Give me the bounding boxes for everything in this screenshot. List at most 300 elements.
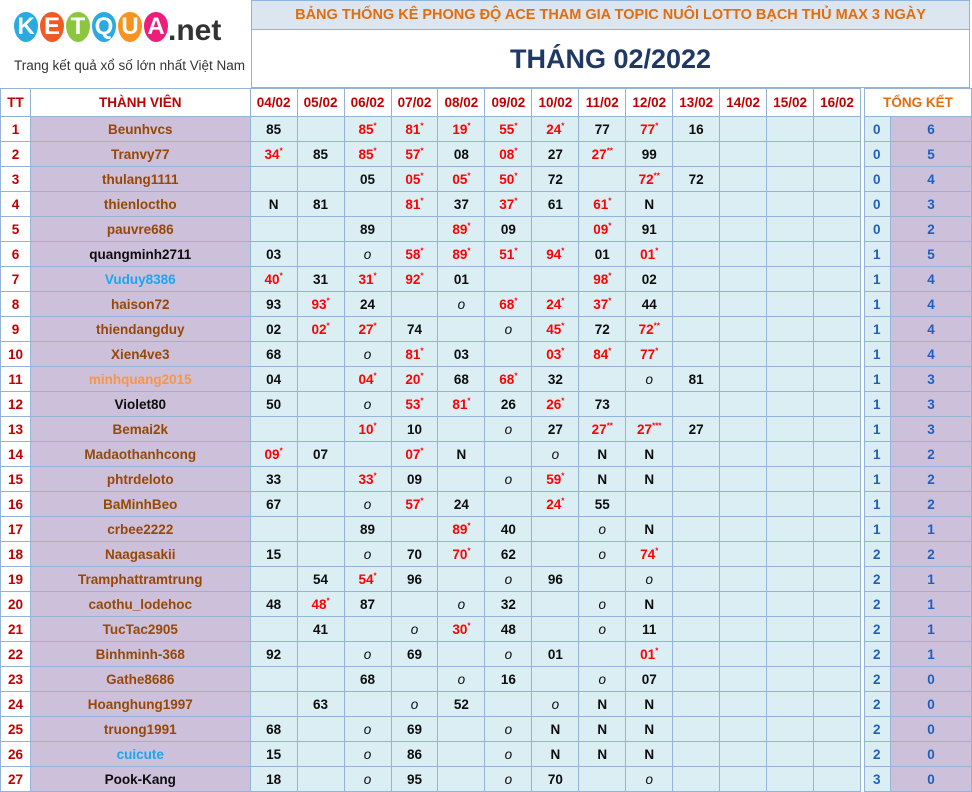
member-name[interactable]: Tramphattramtrung <box>30 567 250 592</box>
result-cell: o <box>344 742 391 767</box>
result-cell: o <box>579 517 626 542</box>
result-cell <box>532 392 579 417</box>
member-name[interactable]: Beunhvcs <box>30 117 250 142</box>
result-cell <box>720 617 767 642</box>
hit-value: 53 <box>405 396 421 412</box>
summary-miss-count: 2 <box>865 542 891 567</box>
hit-value: 85 <box>358 121 374 137</box>
result-cell <box>344 567 391 592</box>
result-cell <box>250 692 297 717</box>
result-cell: o <box>344 342 391 367</box>
hit-marker: * <box>608 296 612 305</box>
result-cell <box>297 167 344 192</box>
result-cell <box>814 517 861 542</box>
col-header-date: 14/02 <box>720 89 767 117</box>
result-cell: N <box>532 717 579 742</box>
member-name[interactable]: Xien4ve3 <box>30 342 250 367</box>
result-cell <box>673 767 720 792</box>
result-cell: 61 <box>532 192 579 217</box>
hit-value: 31 <box>358 271 374 287</box>
table-row <box>1 267 972 292</box>
hit-value: 45 <box>546 321 562 337</box>
hit-marker: * <box>420 271 424 280</box>
result-cell <box>814 267 861 292</box>
result-cell <box>485 442 532 467</box>
col-header-member: THÀNH VIÊN <box>30 89 250 117</box>
result-cell: 01 <box>579 242 626 267</box>
hit-value: 55 <box>499 121 515 137</box>
summary-miss-count: 1 <box>865 367 891 392</box>
result-cell: 70 <box>391 542 438 567</box>
hit-marker: * <box>655 646 659 655</box>
hit-value: 72 <box>638 171 654 187</box>
member-name[interactable]: thienloctho <box>30 192 250 217</box>
result-cell <box>814 617 861 642</box>
result-cell <box>767 267 814 292</box>
result-cell: o <box>344 492 391 517</box>
result-cell: 93 <box>250 292 297 317</box>
result-cell: 89 <box>344 217 391 242</box>
result-cell: o <box>626 567 673 592</box>
member-name[interactable]: truong1991 <box>30 717 250 742</box>
result-cell <box>767 667 814 692</box>
summary-miss-count: 1 <box>865 267 891 292</box>
summary-miss-count: 1 <box>865 292 891 317</box>
hit-value: 05 <box>452 171 468 187</box>
result-cell <box>438 417 485 442</box>
result-cell: 68 <box>250 342 297 367</box>
member-name[interactable]: Violet80 <box>30 392 250 417</box>
hit-value: 58 <box>405 246 421 262</box>
hit-marker: ** <box>606 146 613 155</box>
result-cell <box>767 142 814 167</box>
result-cell: N <box>579 467 626 492</box>
result-cell <box>485 367 532 392</box>
hit-marker: * <box>655 246 659 255</box>
result-cell <box>391 192 438 217</box>
result-cell <box>391 667 438 692</box>
member-name[interactable]: BaMinhBeo <box>30 492 250 517</box>
result-cell <box>673 242 720 267</box>
result-cell <box>720 667 767 692</box>
table-row <box>1 667 972 692</box>
hit-value: 30 <box>452 621 468 637</box>
table-row <box>1 142 972 167</box>
result-cell: 02 <box>250 317 297 342</box>
result-cell <box>438 742 485 767</box>
result-cell <box>814 442 861 467</box>
result-cell: o <box>438 292 485 317</box>
result-cell <box>344 317 391 342</box>
result-cell <box>250 517 297 542</box>
result-cell <box>814 417 861 442</box>
hit-marker: * <box>561 246 565 255</box>
result-cell <box>297 242 344 267</box>
result-cell <box>344 267 391 292</box>
hit-marker: * <box>420 371 424 380</box>
result-cell: 04 <box>250 367 297 392</box>
result-cell <box>391 367 438 392</box>
summary-miss-count: 2 <box>865 567 891 592</box>
result-cell <box>720 192 767 217</box>
result-cell <box>626 642 673 667</box>
result-cell <box>391 292 438 317</box>
result-cell: 81 <box>673 367 720 392</box>
result-cell: 05 <box>344 167 391 192</box>
result-cell: N <box>626 692 673 717</box>
result-cell <box>673 442 720 467</box>
member-name[interactable]: Hoanghung1997 <box>30 692 250 717</box>
logo-letter: A <box>144 12 168 42</box>
result-cell <box>297 117 344 142</box>
result-cell <box>720 167 767 192</box>
member-name[interactable]: thiendangduy <box>30 317 250 342</box>
result-cell <box>344 442 391 467</box>
hit-value: 89 <box>452 221 468 237</box>
result-cell: o <box>344 242 391 267</box>
hit-marker: * <box>420 446 424 455</box>
result-cell: 74 <box>391 317 438 342</box>
result-cell <box>532 517 579 542</box>
member-name[interactable]: phtrdeloto <box>30 467 250 492</box>
col-header-date: 04/02 <box>250 89 297 117</box>
result-cell <box>532 592 579 617</box>
result-cell: o <box>344 717 391 742</box>
result-cell <box>344 367 391 392</box>
result-cell <box>673 592 720 617</box>
result-cell <box>250 667 297 692</box>
result-cell: 89 <box>344 517 391 542</box>
result-cell: 03 <box>250 242 297 267</box>
hit-marker: * <box>420 496 424 505</box>
summary-hit-count: 2 <box>891 542 972 567</box>
month-title: THÁNG 02/2022 <box>251 30 970 88</box>
result-cell: o <box>485 417 532 442</box>
result-cell <box>814 542 861 567</box>
result-cell: o <box>485 642 532 667</box>
result-cell <box>626 542 673 567</box>
result-cell <box>720 367 767 392</box>
result-cell <box>485 492 532 517</box>
row-number: 12 <box>1 392 31 417</box>
table-row <box>1 742 972 767</box>
result-cell <box>250 617 297 642</box>
hit-value: 77 <box>640 121 656 137</box>
member-name[interactable]: Madaothanhcong <box>30 442 250 467</box>
member-name[interactable]: Vuduy8386 <box>30 267 250 292</box>
hit-value: 27 <box>358 321 374 337</box>
result-cell <box>391 267 438 292</box>
summary-miss-count: 0 <box>865 142 891 167</box>
hit-value: 10 <box>358 421 374 437</box>
result-cell <box>391 217 438 242</box>
row-number: 2 <box>1 142 31 167</box>
result-cell: 67 <box>250 492 297 517</box>
member-name[interactable]: Bemai2k <box>30 417 250 442</box>
hit-value: 94 <box>546 246 562 262</box>
summary-hit-count: 0 <box>891 692 972 717</box>
result-cell: N <box>579 717 626 742</box>
result-cell: 72 <box>579 317 626 342</box>
result-cell: o <box>532 692 579 717</box>
result-cell <box>720 567 767 592</box>
summary-hit-count: 0 <box>891 767 972 792</box>
col-header-date: 07/02 <box>391 89 438 117</box>
result-cell <box>814 692 861 717</box>
summary-hit-count: 1 <box>891 642 972 667</box>
hit-marker: * <box>608 346 612 355</box>
hit-marker: * <box>467 546 471 555</box>
hit-value: 24 <box>546 121 562 137</box>
result-cell <box>297 467 344 492</box>
hit-value: 89 <box>452 246 468 262</box>
result-cell <box>767 317 814 342</box>
summary-hit-count: 2 <box>891 217 972 242</box>
col-header-date: 11/02 <box>579 89 626 117</box>
result-cell <box>438 167 485 192</box>
result-cell <box>438 317 485 342</box>
result-cell <box>673 192 720 217</box>
member-name[interactable]: Tranvy77 <box>30 142 250 167</box>
result-cell <box>485 292 532 317</box>
result-cell: N <box>579 692 626 717</box>
member-name[interactable]: cuicute <box>30 742 250 767</box>
hit-marker: * <box>373 421 377 430</box>
row-number: 11 <box>1 367 31 392</box>
result-cell <box>720 592 767 617</box>
summary-miss-count: 2 <box>865 742 891 767</box>
table-row <box>1 242 972 267</box>
result-cell <box>814 592 861 617</box>
result-cell <box>391 517 438 542</box>
result-cell <box>344 417 391 442</box>
result-cell: 24 <box>438 492 485 517</box>
result-cell: 32 <box>485 592 532 617</box>
result-cell <box>579 342 626 367</box>
row-number: 26 <box>1 742 31 767</box>
hit-marker: * <box>420 121 424 130</box>
table-row <box>1 317 972 342</box>
result-cell <box>767 567 814 592</box>
row-number: 27 <box>1 767 31 792</box>
result-cell <box>673 492 720 517</box>
table-row <box>1 492 972 517</box>
result-cell: 77 <box>579 117 626 142</box>
member-name[interactable]: Pook-Kang <box>30 767 250 792</box>
result-cell <box>673 617 720 642</box>
summary-miss-count: 1 <box>865 517 891 542</box>
hit-marker: * <box>655 546 659 555</box>
result-cell <box>720 642 767 667</box>
result-cell <box>438 517 485 542</box>
result-cell <box>250 567 297 592</box>
result-cell: 52 <box>438 692 485 717</box>
result-cell <box>297 217 344 242</box>
row-number: 4 <box>1 192 31 217</box>
result-cell: 54 <box>297 567 344 592</box>
result-cell <box>485 167 532 192</box>
result-cell <box>391 242 438 267</box>
result-cell <box>344 467 391 492</box>
result-cell <box>391 117 438 142</box>
result-cell <box>814 317 861 342</box>
hit-marker: * <box>514 146 518 155</box>
hit-marker: * <box>561 396 565 405</box>
member-name[interactable]: Binhminh-368 <box>30 642 250 667</box>
header-row <box>1 89 972 117</box>
table-row <box>1 617 972 642</box>
table-row <box>1 767 972 792</box>
hit-value: 33 <box>358 471 374 487</box>
result-cell <box>673 142 720 167</box>
result-cell <box>626 417 673 442</box>
result-cell <box>391 592 438 617</box>
result-cell <box>673 692 720 717</box>
result-cell <box>720 317 767 342</box>
result-cell <box>297 292 344 317</box>
result-cell: 91 <box>626 217 673 242</box>
col-header-date: 16/02 <box>814 89 861 117</box>
hit-value: 68 <box>499 371 515 387</box>
hit-marker: * <box>608 221 612 230</box>
result-cell: 68 <box>438 367 485 392</box>
result-cell <box>532 542 579 567</box>
member-name[interactable]: Naagasakii <box>30 542 250 567</box>
result-cell <box>626 492 673 517</box>
result-cell <box>532 467 579 492</box>
hit-marker: * <box>655 346 659 355</box>
result-cell <box>344 142 391 167</box>
col-header-summary: TỔNG KẾT <box>865 89 972 117</box>
result-cell <box>532 317 579 342</box>
result-cell <box>767 117 814 142</box>
member-name[interactable]: pauvre686 <box>30 217 250 242</box>
result-cell: 09 <box>391 467 438 492</box>
result-cell <box>767 542 814 567</box>
result-cell <box>297 642 344 667</box>
result-cell <box>438 217 485 242</box>
result-cell: o <box>344 767 391 792</box>
hit-marker: * <box>561 471 565 480</box>
summary-hit-count: 1 <box>891 567 972 592</box>
hit-marker: * <box>279 271 283 280</box>
member-name[interactable]: caothu_lodehoc <box>30 592 250 617</box>
result-cell: N <box>626 517 673 542</box>
site-logo[interactable] <box>0 0 250 88</box>
hit-value: 92 <box>405 271 421 287</box>
table-row <box>1 117 972 142</box>
result-cell <box>297 717 344 742</box>
result-cell <box>438 117 485 142</box>
member-name[interactable]: TucTac2905 <box>30 617 250 642</box>
row-number: 3 <box>1 167 31 192</box>
result-cell <box>673 217 720 242</box>
summary-miss-count: 0 <box>865 217 891 242</box>
summary-hit-count: 2 <box>891 492 972 517</box>
result-cell <box>438 392 485 417</box>
hit-value: 02 <box>311 321 327 337</box>
result-cell: N <box>532 742 579 767</box>
member-name[interactable]: Gathe8686 <box>30 667 250 692</box>
result-cell <box>626 342 673 367</box>
logo-letter: U <box>118 12 142 42</box>
summary-miss-count: 1 <box>865 342 891 367</box>
summary-miss-count: 1 <box>865 442 891 467</box>
col-header-date: 12/02 <box>626 89 673 117</box>
hit-value: 27 <box>591 421 607 437</box>
row-number: 10 <box>1 342 31 367</box>
result-cell <box>579 767 626 792</box>
summary-miss-count: 1 <box>865 492 891 517</box>
result-cell: 16 <box>485 667 532 692</box>
result-cell: 11 <box>626 617 673 642</box>
row-number: 18 <box>1 542 31 567</box>
result-cell: N <box>626 717 673 742</box>
result-cell: o <box>485 717 532 742</box>
member-name[interactable]: minhquang2015 <box>30 367 250 392</box>
hit-marker: * <box>373 121 377 130</box>
summary-hit-count: 3 <box>891 192 972 217</box>
summary-miss-count: 2 <box>865 717 891 742</box>
member-name[interactable]: haison72 <box>30 292 250 317</box>
hit-marker: * <box>514 246 518 255</box>
result-cell <box>767 767 814 792</box>
summary-miss-count: 1 <box>865 392 891 417</box>
result-cell: o <box>579 592 626 617</box>
hit-marker: * <box>561 346 565 355</box>
hit-marker: * <box>467 121 471 130</box>
result-cell <box>720 692 767 717</box>
result-cell <box>579 292 626 317</box>
result-cell: 32 <box>532 367 579 392</box>
result-cell <box>579 642 626 667</box>
hit-marker: * <box>514 121 518 130</box>
result-cell <box>297 367 344 392</box>
result-cell <box>438 717 485 742</box>
result-cell <box>579 142 626 167</box>
table-row <box>1 392 972 417</box>
result-cell <box>814 367 861 392</box>
row-number: 20 <box>1 592 31 617</box>
hit-marker: * <box>420 396 424 405</box>
col-header-date: 05/02 <box>297 89 344 117</box>
result-cell <box>297 417 344 442</box>
hit-value: 89 <box>452 521 468 537</box>
hit-value: 24 <box>546 296 562 312</box>
result-cell <box>344 192 391 217</box>
member-name[interactable]: thulang1111 <box>30 167 250 192</box>
result-cell <box>720 767 767 792</box>
result-cell: N <box>438 442 485 467</box>
result-cell <box>767 467 814 492</box>
logo-tagline: Trang kết quả xổ số lớn nhất Việt Nam <box>14 58 245 73</box>
col-header-date: 10/02 <box>532 89 579 117</box>
result-cell: 68 <box>344 667 391 692</box>
summary-miss-count: 0 <box>865 117 891 142</box>
member-name[interactable]: quangminh2711 <box>30 242 250 267</box>
hit-marker: * <box>514 196 518 205</box>
result-cell: 37 <box>438 192 485 217</box>
result-cell: o <box>579 542 626 567</box>
result-cell <box>814 467 861 492</box>
result-cell: o <box>344 642 391 667</box>
result-cell <box>344 117 391 142</box>
member-name[interactable]: crbee2222 <box>30 517 250 542</box>
result-cell <box>297 592 344 617</box>
result-cell <box>438 642 485 667</box>
summary-hit-count: 5 <box>891 142 972 167</box>
result-cell: 69 <box>391 717 438 742</box>
